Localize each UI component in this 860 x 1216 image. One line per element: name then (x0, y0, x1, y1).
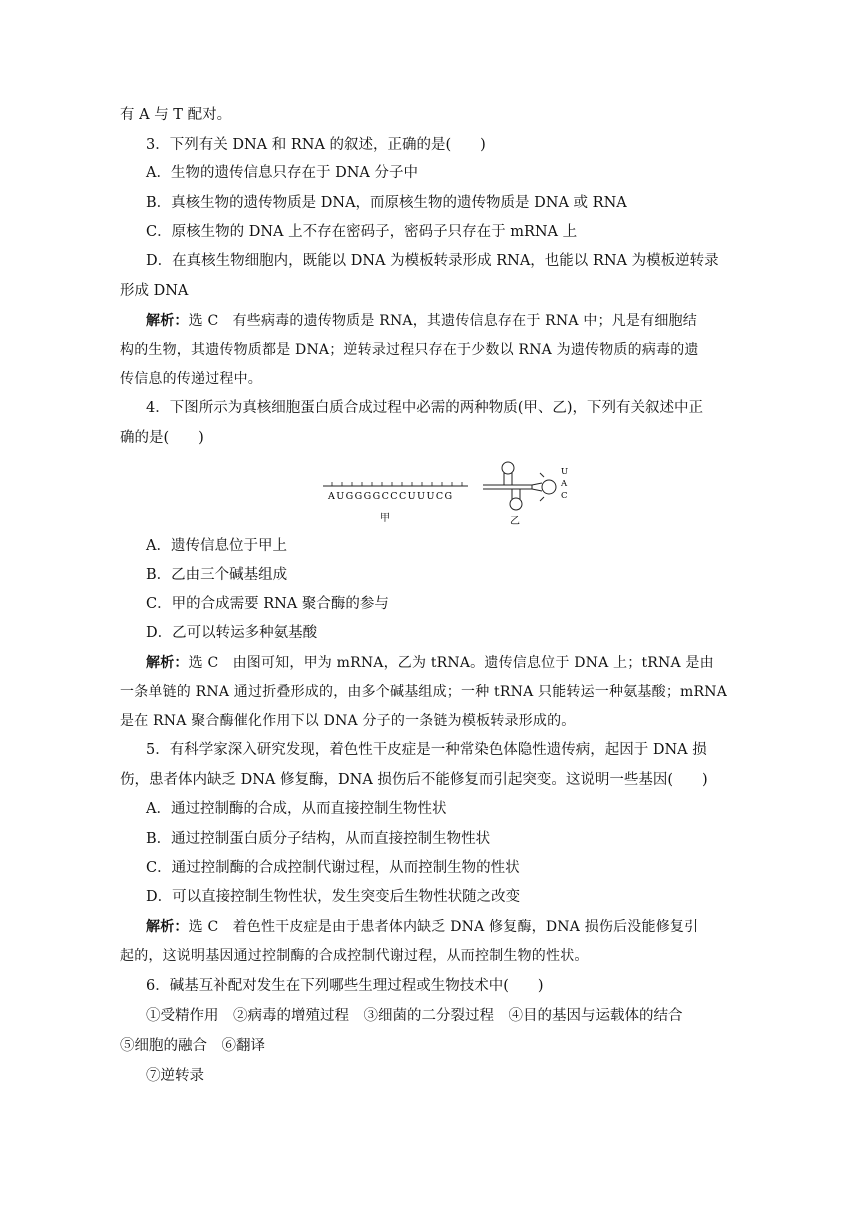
answer-5-line2: 起的，这说明基因通过控制酶的合成控制代谢过程，从而控制生物的性状。 (120, 948, 589, 964)
option-3d-line2: 形成 DNA (120, 283, 189, 299)
option-5c: C．通过控制酶的合成控制代谢过程，从而控制生物的性状 (146, 860, 520, 876)
anticodon-base-2: A (561, 479, 568, 489)
question-5-line1: 5．有科学家深入研究发现，着色性干皮症是一种常染色体隐性遗传病，起因于 DNA 损 (146, 742, 707, 758)
question-4-line1: 4．下图所示为真核细胞蛋白质合成过程中必需的两种物质(甲、乙)，下列有关叙述中正 (146, 400, 704, 416)
option-3d-line1: D．在真核生物细胞内，既能以 DNA 为模板转录形成 RNA，也能以 RNA 为模板逆转录 (146, 253, 719, 269)
label-yi: 乙 (510, 516, 520, 527)
question-6-items-line1: ①受精作用 ②病毒的增殖过程 ③细菌的二分裂过程 ④目的基因与运载体的结合 (146, 1008, 683, 1024)
answer-label: 解析： (146, 313, 189, 329)
question-6-items-line2: ⑤细胞的融合 ⑥翻译 (120, 1038, 265, 1054)
answer-label: 解析： (146, 655, 189, 671)
label-jia: 甲 (380, 513, 390, 524)
answer-3-line2: 构的生物，其遗传物质都是 DNA；逆转录过程只存在于少数以 RNA 为遗传物质的病毒的遗 (120, 342, 699, 358)
question-6-items-line3: ⑦逆转录 (146, 1068, 204, 1084)
mrna-sequence: AUGGGGCCCUUUCG (328, 491, 454, 502)
question-3: 3．下列有关 DNA 和 RNA 的叙述，正确的是( ) (146, 137, 486, 153)
question-4-line2: 确的是( ) (120, 430, 204, 446)
option-4d: D．乙可以转运多种氨基酸 (146, 625, 318, 641)
answer-5-line1 (146, 917, 766, 937)
option-4a: A．遗传信息位于甲上 (146, 538, 287, 554)
option-4b: B．乙由三个碱基组成 (146, 567, 288, 583)
option-5b: B．通过控制蛋白质分子结构，从而直接控制生物性状 (146, 831, 491, 847)
option-3c: C．原核生物的 DNA 上不存在密码子，密码子只存在于 mRNA 上 (146, 224, 578, 240)
answer-4-line2: 一条单链的 RNA 通过折叠形成的，由多个碱基组成；一种 tRNA 只能转运一种氨基酸；mRNA (120, 684, 728, 700)
option-3b: B．真核生物的遗传物质是 DNA，而原核生物的遗传物质是 DNA 或 RNA (146, 195, 627, 211)
answer-4-line1 (146, 653, 766, 673)
answer-text: 选 C 有些病毒的遗传物质是 RNA，其遗传信息存在于 RNA 中；凡是有细胞结 (188, 313, 697, 329)
question-6: 6．碱基互补配对发生在下列哪些生理过程或生物技术中( ) (146, 978, 544, 994)
trna-structure (483, 462, 556, 510)
answer-4-line3: 是在 RNA 聚合酶催化作用下以 DNA 分子的一条链为模板转录形成的。 (120, 713, 576, 729)
anticodon-base-3: C (561, 491, 568, 501)
mrna-trna-figure (318, 455, 578, 530)
answer-text: 选 C 着色性干皮症是由于患者体内缺乏 DNA 修复酶，DNA 损伤后没能修复引 (188, 919, 699, 935)
question-5-line2: 伤，患者体内缺乏 DNA 修复酶，DNA 损伤后不能修复而引起突变。这说明一些基因( ) (120, 772, 708, 788)
option-4c: C．甲的合成需要 RNA 聚合酶的参与 (146, 596, 389, 612)
text-line: 有 A 与 T 配对。 (120, 107, 232, 123)
option-3a: A．生物的遗传信息只存在于 DNA 分子中 (146, 165, 418, 181)
answer-3-line1 (146, 311, 766, 331)
answer-label: 解析： (146, 919, 189, 935)
answer-3-line3: 传信息的传递过程中。 (120, 371, 262, 387)
option-5d: D．可以直接控制生物性状，发生突变后生物性状随之改变 (146, 889, 521, 905)
option-5a: A．通过控制酶的合成，从而直接控制生物性状 (146, 801, 447, 817)
answer-text: 选 C 由图可知，甲为 mRNA，乙为 tRNA。遗传信息位于 DNA 上；tRNA 是由 (188, 655, 714, 671)
anticodon-base-1: U (561, 467, 569, 477)
